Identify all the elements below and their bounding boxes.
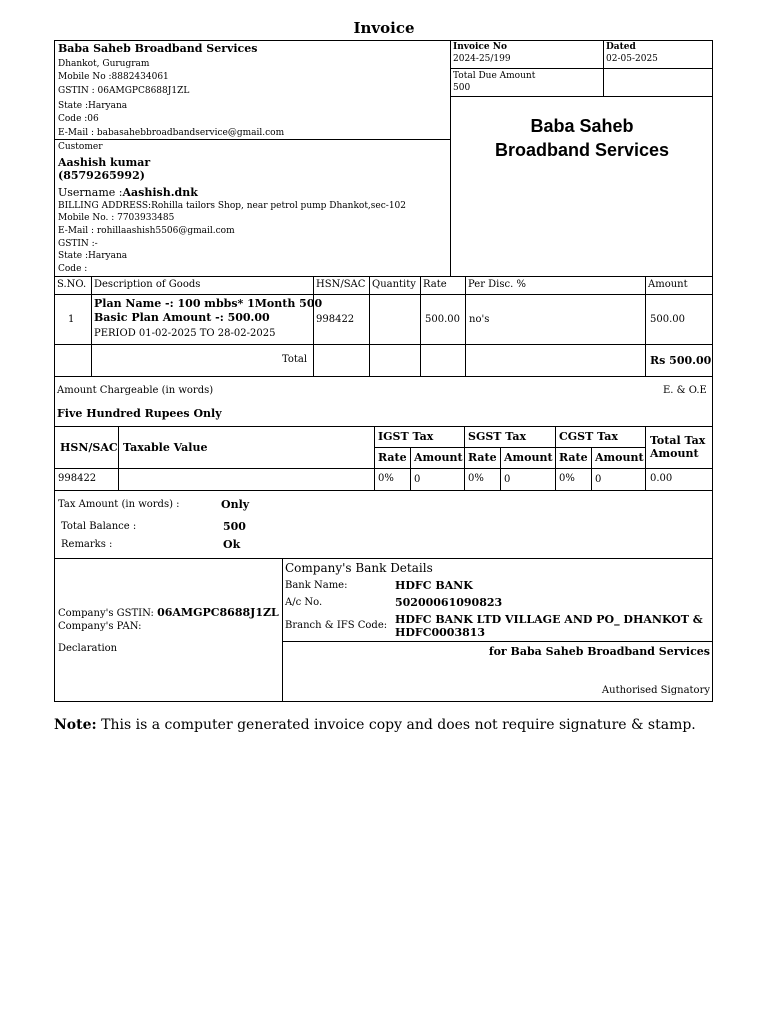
igst-amount-header: Amount <box>414 451 463 464</box>
invoice-no: 2024-25/199 <box>453 54 511 64</box>
customer-label: Customer <box>58 142 103 152</box>
header-rate: Rate <box>423 279 447 290</box>
divider <box>465 276 466 376</box>
divider <box>450 96 713 97</box>
seller-gstin: GSTIN : 06AMGPC8688J1ZL <box>58 86 190 96</box>
item-sno: 1 <box>68 314 75 325</box>
company-pan-label: Company's PAN: <box>58 621 142 632</box>
item-rate: 500.00 <box>425 314 460 325</box>
divider <box>54 276 713 277</box>
divider <box>410 447 411 490</box>
divider <box>91 276 92 376</box>
customer-mobile: Mobile No. : 7703933485 <box>58 213 175 223</box>
customer-name: Aashish kumar <box>58 156 151 169</box>
customer-state: State :Haryana <box>58 251 128 261</box>
divider <box>645 426 646 490</box>
sgst-rate: 0% <box>468 473 484 484</box>
tax-hsn: 998422 <box>58 473 97 484</box>
eoe-label: E. & O.E <box>663 385 707 396</box>
divider <box>591 447 592 490</box>
divider <box>450 40 451 276</box>
item-period: PERIOD 01-02-2025 TO 28-02-2025 <box>94 328 276 339</box>
divider <box>374 447 646 448</box>
customer-email: E-Mail : rohillaashish5506@gmail.com <box>58 226 235 236</box>
item-plan-name: Plan Name -: 100 mbbs* 1Month 500 <box>94 297 323 310</box>
dated-value: 02-05-2025 <box>606 54 658 64</box>
tax-total: 0.00 <box>650 473 673 484</box>
divider <box>54 294 713 295</box>
signatory-for: for Baba Saheb Broadband Services <box>488 645 710 658</box>
divider <box>555 426 556 490</box>
footer-note <box>54 717 696 733</box>
customer-code: Code : <box>58 264 88 274</box>
username-value: Aashish.dnk <box>122 186 198 199</box>
divider <box>645 276 646 376</box>
sgst-rate-header: Rate <box>468 451 497 464</box>
seller-mobile: Mobile No :8882434061 <box>58 72 169 82</box>
tax-words-value: Only <box>221 498 250 511</box>
total-due-label: Total Due Amount <box>453 71 536 81</box>
igst-amount: 0 <box>414 474 421 485</box>
header-amount: Amount <box>648 279 688 290</box>
note-label: Note: <box>54 717 97 733</box>
sgst-amount-header: Amount <box>504 451 553 464</box>
header-description: Description of Goods <box>94 279 201 290</box>
seller-address: Dhankot, Gurugram <box>58 59 150 69</box>
customer-gstin: GSTIN :- <box>58 239 98 249</box>
cgst-amount-header: Amount <box>595 451 644 464</box>
tax-header-igst: IGST Tax <box>378 430 434 443</box>
tax-header-total-2: Amount <box>650 447 699 460</box>
header-hsn: HSN/SAC <box>316 279 366 290</box>
divider <box>54 139 451 140</box>
balance-label: Total Balance : <box>61 521 137 532</box>
tax-header-cgst: CGST Tax <box>559 430 618 443</box>
invoice-no-label: Invoice No <box>453 42 507 52</box>
customer-username <box>58 186 198 199</box>
company-gstin-value: 06AMGPC8688J1ZL <box>157 606 279 619</box>
company-gstin-label: Company's GSTIN: <box>58 608 154 619</box>
account-number: 50200061090823 <box>395 596 503 609</box>
item-hsn: 998422 <box>316 314 355 325</box>
cgst-rate: 0% <box>559 473 575 484</box>
company-logo <box>452 114 712 162</box>
words-label: Amount Chargeable (in words) <box>57 385 214 396</box>
amount-in-words: Five Hundred Rupees Only <box>57 407 222 420</box>
divider <box>54 558 713 559</box>
username-label: Username : <box>58 186 123 199</box>
cgst-amount: 0 <box>595 474 602 485</box>
divider <box>54 376 713 377</box>
billing-address: BILLING ADDRESS:Rohilla tailors Shop, near petrol pump Dhankot,sec-102 <box>58 201 406 211</box>
divider <box>313 276 314 376</box>
declaration-label: Declaration <box>58 643 118 654</box>
header-quantity: Quantity <box>372 279 416 290</box>
total-due-value: 500 <box>453 83 471 93</box>
divider <box>54 490 713 491</box>
bank-name-label: Bank Name: <box>285 580 348 591</box>
dated-label: Dated <box>606 42 636 52</box>
divider <box>450 68 713 69</box>
divider <box>464 426 465 490</box>
divider <box>282 641 713 642</box>
item-amount: 500.00 <box>650 314 685 325</box>
total-label: Total <box>282 354 308 365</box>
bank-heading: Company's Bank Details <box>285 561 433 575</box>
divider <box>282 558 283 702</box>
header-sno: S.NO. <box>57 279 87 290</box>
remarks-value: Ok <box>223 538 241 551</box>
divider <box>500 447 501 490</box>
igst-rate-header: Rate <box>378 451 407 464</box>
logo-line-1: Baba Saheb <box>530 116 634 136</box>
divider <box>118 426 119 490</box>
branch-label: Branch & IFS Code: <box>285 620 388 631</box>
igst-rate: 0% <box>378 473 394 484</box>
divider <box>54 426 713 427</box>
divider <box>369 276 370 376</box>
logo-line-2: Broadband Services <box>494 140 670 160</box>
seller-state: State :Haryana <box>58 101 128 111</box>
tax-header-hsn: HSN/SAC <box>60 441 118 454</box>
customer-phone: (8579265992) <box>58 169 145 182</box>
item-disc: no's <box>469 314 490 325</box>
seller-email: E-Mail : babasahebbroadbandservice@gmail.com <box>58 128 285 138</box>
total-amount: Rs 500.00 <box>650 354 712 367</box>
bank-name: HDFC BANK <box>395 579 473 592</box>
authorised-signatory: Authorised Signatory <box>601 685 710 696</box>
tax-words-label: Tax Amount (in words) : <box>58 499 180 510</box>
tax-header-taxable: Taxable Value <box>123 441 208 454</box>
seller-code: Code :06 <box>58 114 99 124</box>
branch-line-2: HDFC0003813 <box>395 626 486 639</box>
note-text: This is a computer generated invoice copy and does not require signature & stamp. <box>96 717 696 733</box>
sgst-amount: 0 <box>504 474 511 485</box>
seller-name: Baba Saheb Broadband Services <box>58 42 258 55</box>
balance-value: 500 <box>223 520 246 533</box>
branch-line-1: HDFC BANK LTD VILLAGE AND PO_ DHANKOT & <box>395 613 703 626</box>
header-disc: Per Disc. % <box>468 279 526 290</box>
invoice-title: Invoice <box>353 19 415 37</box>
remarks-label: Remarks : <box>61 539 113 550</box>
company-gstin <box>58 606 279 619</box>
account-label: A/c No. <box>285 597 323 608</box>
divider <box>54 344 713 345</box>
cgst-rate-header: Rate <box>559 451 588 464</box>
tax-header-total-1: Total Tax <box>650 434 706 447</box>
divider <box>374 426 375 490</box>
divider <box>420 276 421 376</box>
item-basic-amount: Basic Plan Amount -: 500.00 <box>94 311 270 324</box>
tax-header-sgst: SGST Tax <box>468 430 527 443</box>
divider <box>54 468 713 469</box>
